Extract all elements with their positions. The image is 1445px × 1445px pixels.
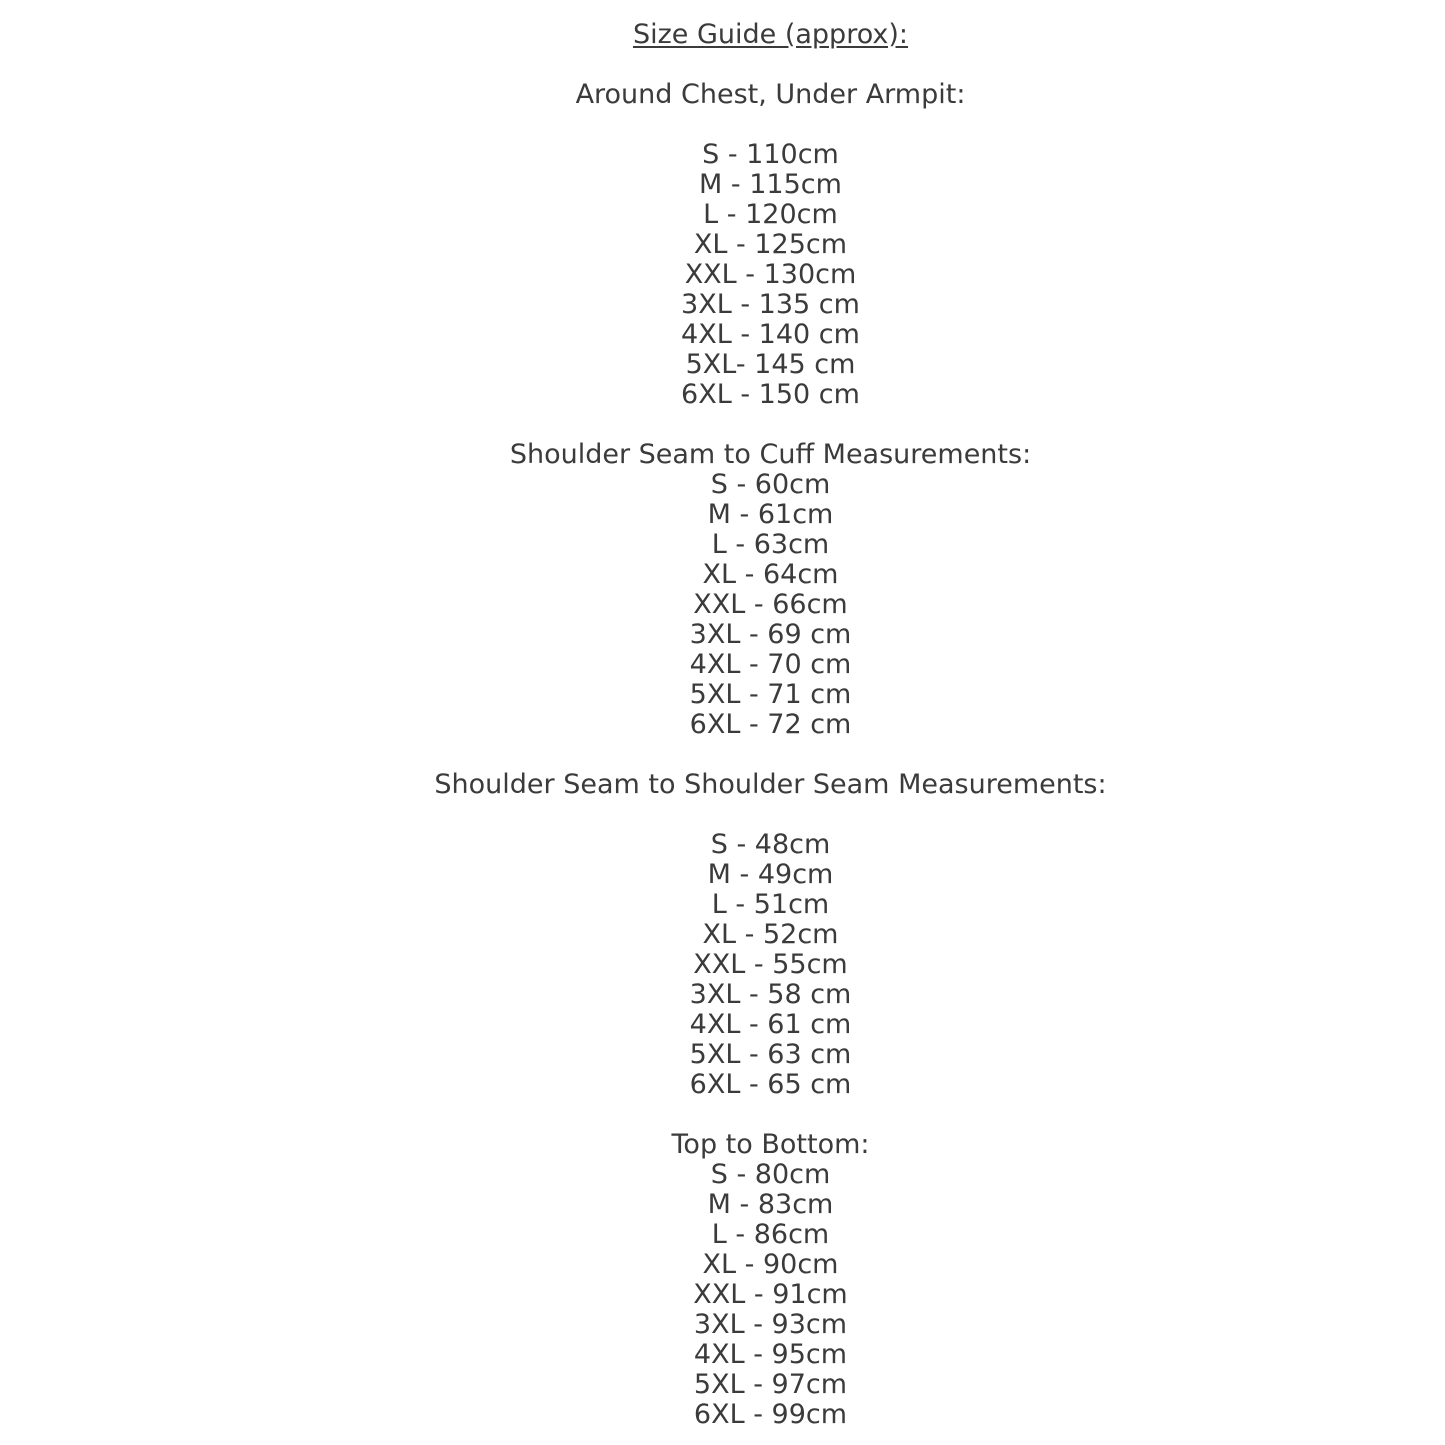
size-row: S - 60cm (710, 469, 831, 500)
size-row: 4XL - 95cm (693, 1339, 848, 1370)
spacer (96, 1100, 1445, 1130)
size-row: XXL - 66cm (693, 589, 848, 620)
size-row: L - 120cm (703, 199, 838, 230)
section-heading-shoulder-to-cuff: Shoulder Seam to Cuff Measurements: (509, 439, 1032, 470)
size-row: XXL - 55cm (693, 949, 848, 980)
spacer (96, 740, 1445, 770)
size-row: S - 48cm (710, 829, 831, 860)
size-row: 5XL - 71 cm (689, 679, 852, 710)
size-row: 6XL - 65 cm (689, 1069, 852, 1100)
size-row: XL - 90cm (702, 1249, 839, 1280)
size-row: M - 61cm (707, 499, 834, 530)
spacer (96, 110, 1445, 140)
section-heading-top-to-bottom: Top to Bottom: (671, 1129, 870, 1160)
size-row: 6XL - 99cm (693, 1399, 848, 1430)
size-row: 6XL - 72 cm (689, 709, 852, 740)
size-row: 3XL - 93cm (693, 1309, 848, 1340)
size-row: 3XL - 58 cm (689, 979, 852, 1010)
size-row: S - 110cm (702, 139, 839, 170)
spacer (96, 800, 1445, 830)
size-row: 5XL- 145 cm (685, 349, 856, 380)
size-row: L - 63cm (711, 529, 830, 560)
spacer (96, 50, 1445, 80)
size-row: 5XL - 63 cm (689, 1039, 852, 1070)
size-row: 3XL - 69 cm (689, 619, 852, 650)
size-row: XL - 64cm (702, 559, 839, 590)
size-row: L - 86cm (711, 1219, 830, 1250)
size-row: XL - 125cm (693, 229, 848, 260)
section-heading-around-chest: Around Chest, Under Armpit: (575, 79, 966, 110)
size-row: XXL - 130cm (684, 259, 857, 290)
spacer (96, 410, 1445, 440)
size-row: 5XL - 97cm (693, 1369, 848, 1400)
size-row: 6XL - 150 cm (681, 379, 860, 410)
section-heading-shoulder-to-shoulder: Shoulder Seam to Shoulder Seam Measurements: (434, 769, 1107, 800)
size-row: M - 115cm (699, 169, 842, 200)
size-row: 4XL - 140 cm (681, 319, 860, 350)
size-row: M - 83cm (707, 1189, 834, 1220)
size-row: XL - 52cm (702, 919, 839, 950)
size-row: 3XL - 135 cm (681, 289, 860, 320)
size-row: XXL - 91cm (693, 1279, 848, 1310)
size-row: S - 80cm (710, 1159, 831, 1190)
size-row: 4XL - 61 cm (689, 1009, 852, 1040)
size-row: 4XL - 70 cm (689, 649, 852, 680)
page-title: Size Guide (approx): (632, 19, 909, 50)
size-row: M - 49cm (707, 859, 834, 890)
size-row: L - 51cm (711, 889, 830, 920)
